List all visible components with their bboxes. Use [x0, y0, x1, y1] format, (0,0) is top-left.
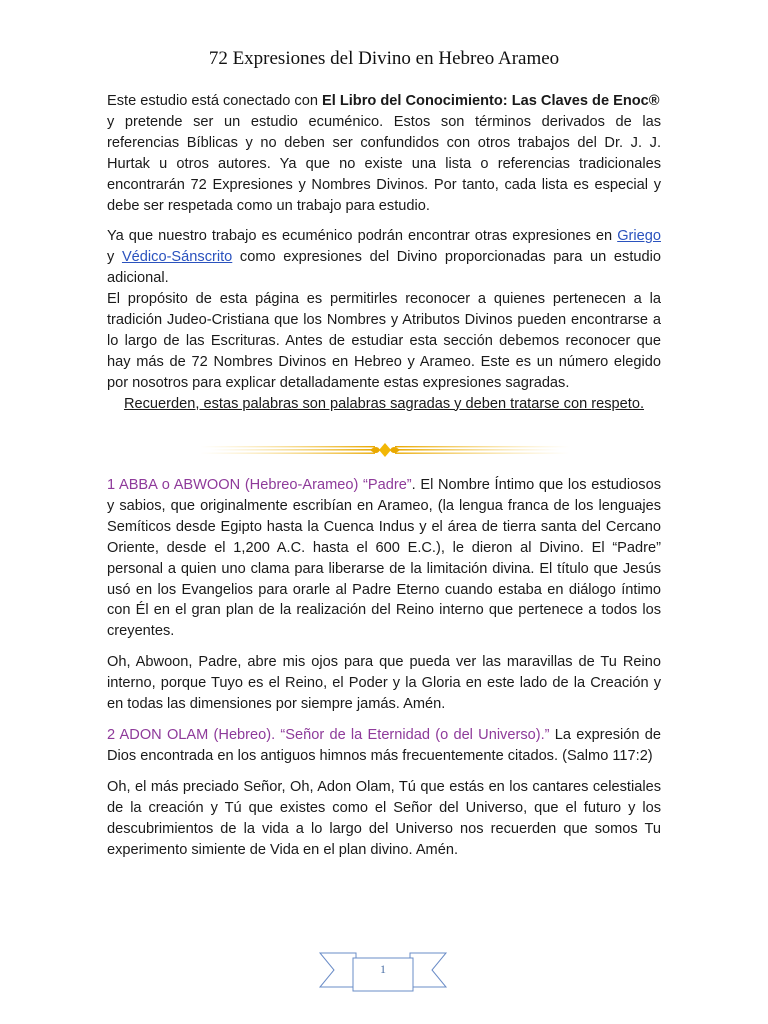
entry-2-desc: La expresión de Dios encontrada en los antiguos himnos más frecuentemente citados. (Salmo 117:2): [107, 726, 661, 764]
para2-body: El propósito de esta página es permitirles reconocer a quienes pertenecen a la tradición Judeo-Cristiana que los Nombres y Atributos Divinos pueden encontrarse a lo largo de las Escrituras. Antes de estudiar esta sección debemos reconocer que hay más de 72 Nombres Divinos en Hebreo y Arameo. Este es un número elegido por nosotros para explicar detalladamente estas expresiones sagradas.: [107, 291, 661, 391]
entry-2-prayer: Oh, el más preciado Señor, Oh, Adon Olam, Tú que estás en los cantares celestiales de la creación y Tú que existes como el Señor del Universo, que el futuro y los descubrimientos de la vida a lo largo del Universo nos recuerden que somos Tu experimento simiente de Vida en el plan divino. Amén.: [107, 778, 661, 858]
intro-section: [107, 91, 661, 415]
intro-lead: Este estudio está conectado con: [107, 93, 322, 109]
respect-note: Recuerden, estas palabras son palabras sagradas y deben tratarse con respeto.: [123, 395, 645, 412]
para2-lead: Ya que nuestro trabajo es ecuménico podrán encontrar otras expresiones en: [107, 228, 618, 245]
para2-mid: y: [107, 249, 122, 266]
page-title: 72 Expresiones del Divino en Hebreo Arameo: [208, 48, 560, 69]
entry-2-heading: 2 ADON OLAM (Hebreo). “Señor de la Eternidad (o del Universo).”: [107, 726, 550, 743]
entry-1: [107, 475, 661, 860]
para2-first: [107, 226, 661, 289]
book-title: El Libro del Conocimiento: Las Claves de Enoc®: [322, 93, 660, 109]
entry-1-desc: . El Nombre Íntimo que los estudiosos y sabios, que originalmente escribían en Arameo, (la lengua franca de los lenguajes Semíticos desde Egipto hasta la Cuenca Indus y el área de tierra santa del Cercano Oriente, desde el 1,200 A.C. hasta el 600 E.C.), le dieron al Divino. El “Padre” personal a quien uno clama para liberarse de la limitación divina. El título que Jesús usó en los Evangelios para orarle al Padre Eterno cuando estaba en diálogo íntimo con Él en el gran plan de la realización del Reino interno que pertenece a todos los creyentes.: [107, 477, 661, 640]
para2-tail: como expresiones del Divino proporcionadas para un estudio adicional.: [107, 249, 661, 287]
vedico-sanscrito-link[interactable]: Védico-Sánscrito: [121, 249, 233, 266]
entry-1-prayer: Oh, Abwoon, Padre, abre mis ojos para que pueda ver las maravillas de Tu Reino interno, porque Tuyo es el Reino, el Poder y la Gloria en este lado de la Creación y en todas las dimensiones por siempre jamás. Amén.: [107, 654, 661, 713]
entry-1-text: [107, 475, 661, 642]
gold-ornament-icon: [200, 440, 570, 460]
intro-rest: y pretende ser un estudio ecuménico. Estos son términos derivados de las referencias Bíblicas y no deben ser confundidos con otros trabajos del Dr. J. J. Hurtak u otros autores. Ya que no existe una lista o referencias tradicionales encontrarán 72 Expresiones y Nombres Divinos. Por tanto, cada lista es especial y debe ser respetada como un trabajo para estudio.: [107, 113, 661, 214]
intro-paragraph: [107, 91, 661, 112]
griego-link[interactable]: Griego: [617, 228, 661, 245]
entry-1-heading: 1 ABBA o ABWOON (Hebreo-Arameo) “Padre”: [107, 477, 412, 493]
entry-2-text: [107, 725, 661, 767]
page-number: 1: [380, 962, 386, 976]
